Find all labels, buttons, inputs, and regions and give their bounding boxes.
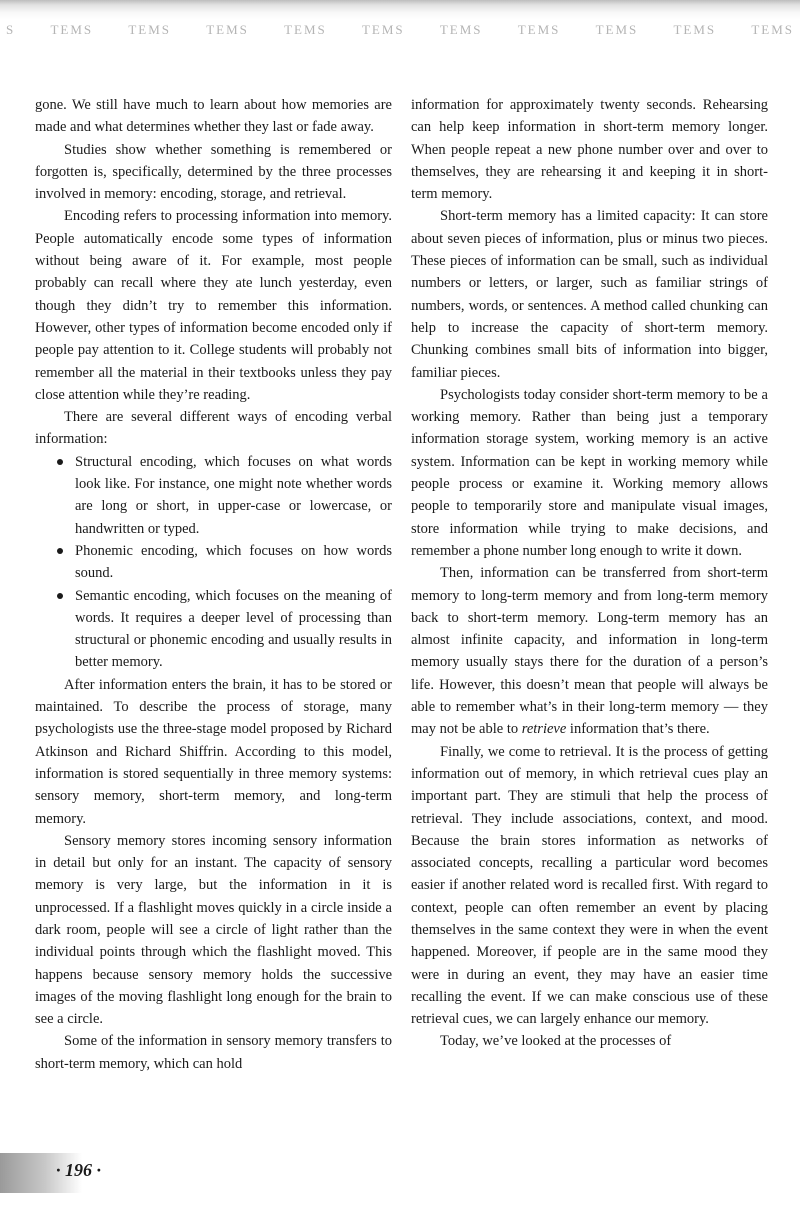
paragraph-text: Then, information can be transferred from short-term memory to long-term memory and from long-term memory back to short-term memory. Long-term memory has an almost infinite capacity, and information in long-term memory usually stays there for the duration of a person’s life. However, this doesn’t mean that people will always be able to remember what’s in their long-term memory — they may not be able to	[411, 565, 768, 738]
header-item: TEMS	[517, 22, 561, 37]
paragraph: Short-term memory has a limited capacity: It can store about seven pieces of information, plus or minus two pieces. These pieces of information can be small, such as individual numbers or letters, or larger, such as familiar strings of numbers, words, or sentences. A method called chunking can help to increase the capacity of short-term memory. Chunking combines small bits of information into bigger, familiar pieces.	[411, 208, 768, 381]
paragraph: Psychologists today consider short-term memory to be a working memory. Rather than being just a temporary information storage system, working memory is an active system. Information can be kept in working memory while people process or examine it. Working memory allows people to temporarily store and manipulate visual images, store information while trying to make decisions, and remember a phone number long enough to write it down.	[411, 386, 768, 559]
header-item: TEMS	[751, 22, 794, 37]
paragraph-text: information that’s there.	[569, 721, 710, 738]
paragraph	[411, 562, 768, 740]
paragraph: Some of the information in sensory memory transfers to short-term memory, which can hold	[35, 1033, 392, 1072]
header-item: TEMS	[206, 22, 249, 37]
paragraph: gone. We still have much to learn about how memories are made and what determines whether they last or fade away.	[35, 97, 392, 136]
paragraph: Studies show whether something is remembered or forgotten is, specifically, determined by the three processes involved in memory: encoding, storage, and retrieval.	[35, 141, 392, 203]
right-column	[411, 94, 768, 1053]
paragraph: Sensory memory stores incoming sensory information in detail but only for an instant. The capacity of sensory memory is very large, but the information in it is unprocessed. If a flashlight moves quickly in a circle inside a dark room, people will see a circle of light rather than the individual points through which the flashlight moved. This happens because sensory memory holds the successive images of the moving flashlight long enough for the brain to see a circle.	[35, 832, 392, 1028]
header-item: TEMS	[361, 22, 405, 37]
header-item: TEMS	[50, 22, 94, 37]
running-header	[0, 22, 800, 48]
header-item: TEMS	[128, 22, 171, 37]
paragraph: Encoding refers to processing information into memory. People automatically encode some types of information without being aware of it. For example, most people probably can recall where they ate lunch yesterday, even though they didn’t try to remember this information. However, other types of information become encoded only if people pay attention to it. College students will probably not remember all the material in their textbooks unless they pay close attention while they’re reading.	[35, 208, 392, 403]
emphasis-retrieve: retrieve	[521, 721, 567, 738]
header-item: TEMS	[439, 22, 483, 37]
header-item: TEMS	[595, 22, 639, 37]
header-item: S	[6, 22, 16, 37]
page-number: · 196 ·	[56, 1160, 101, 1180]
header-item: TEMS	[673, 22, 717, 37]
left-column	[35, 94, 392, 1075]
header-item: TEMS	[284, 22, 327, 37]
paragraph: Finally, we come to retrieval. It is the process of getting information out of memory, in which retrieval cues play an important part. They are stimuli that help the process of retrieval. They include associations, context, and mood. Because the brain stores information as networks of associated concepts, recalling a particular word becomes easier if another related word is recalled first. With regard to context, people can often remember an event by placing themselves in the same context they were in when the event happened. Moreover, if people are in the same mood they were in during an event, they may have an easier time recalling the event. If we can make conscious use of these retrieval cues, we can largely enhance our memory.	[411, 743, 768, 1028]
paragraph: Today, we’ve looked at the processes of	[440, 1033, 672, 1050]
paragraph: After information enters the brain, it has to be stored or maintained. To describe the process of storage, many psychologists use the three-stage model proposed by Richard Atkinson and Richard Shiffrin. According to this model, information is stored sequentially in three memory systems: sensory memory, short-term memory, and long-term memory.	[35, 676, 392, 827]
list-item: Semantic encoding, which focuses on the meaning of words. It requires a deeper level of processing than structural or phonemic encoding and usually results in better memory.	[75, 585, 392, 674]
paragraph: information for approximately twenty seconds. Rehearsing can help keep information in short-term memory longer. When people repeat a new phone number over and over to themselves, they are rehearsing it and keeping it in short-term memory.	[411, 97, 768, 203]
list-item: Phonemic encoding, which focuses on how words sound.	[75, 540, 392, 585]
paragraph: There are several different ways of encoding verbal information:	[35, 409, 392, 448]
list-item: Structural encoding, which focuses on what words look like. For instance, one might note whether words are long or short, in upper-case or lowercase, or handwritten or typed.	[75, 451, 392, 540]
encoding-list	[35, 451, 392, 674]
